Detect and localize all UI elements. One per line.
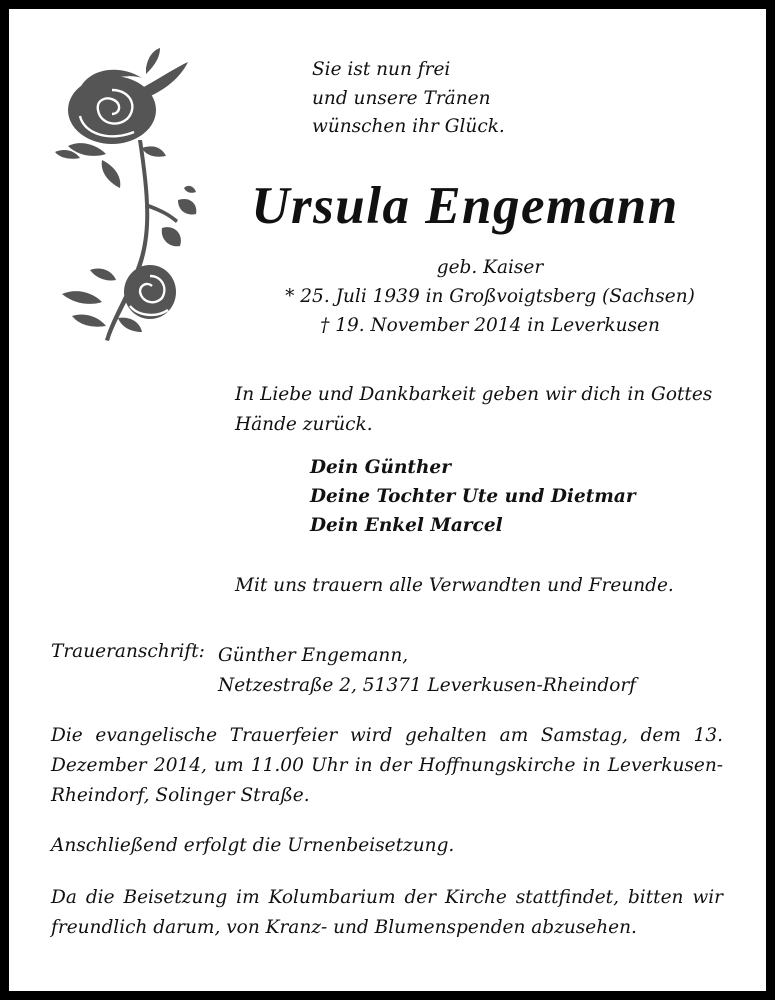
funeral-service-text: Die evangelische Trauerfeier wird gehalten am Samstag, dem 13. Dezember 2014, um 11.00 Uhr in der Hoffnungskirche in Leverkusen-Rheindorf, Solinger Straße.: [51, 725, 723, 806]
birth-date: * 25. Juli 1939 in Großvoigtsberg (Sachsen): [285, 286, 695, 307]
poem-line: und unsere Tränen: [312, 87, 491, 109]
address-street: Netzestraße 2, 51371 Leverkusen-Rheindorf: [218, 675, 637, 696]
urn-burial-text: Anschließend erfolgt die Urnenbeisetzung.: [51, 835, 455, 856]
mourning-address: [218, 641, 636, 701]
address-name: Günther Engemann,: [218, 645, 409, 666]
family-member: Deine Tochter Ute und Dietmar: [310, 486, 636, 507]
deceased-name: Ursula Engemann: [251, 177, 679, 235]
death-date: † 19. November 2014 in Leverkusen: [320, 315, 660, 336]
mourners-line: Mit uns trauern alle Verwandten und Freunde.: [235, 575, 674, 596]
poem: [312, 56, 505, 142]
family-member: Dein Günther: [310, 457, 451, 478]
family-signatures: [310, 453, 636, 540]
tribute-text: [235, 380, 712, 440]
poem-line: Sie ist nun frei: [312, 59, 451, 80]
family-member: Dein Enkel Marcel: [310, 515, 503, 536]
poem-line: wünschen ihr Glück.: [312, 116, 505, 137]
life-details: [235, 253, 745, 340]
address-label: Traueranschrift:: [51, 641, 205, 662]
tribute-line: In Liebe und Dankbarkeit geben wir dich in Gottes: [235, 384, 713, 405]
flower-request-text: Da die Beisetzung im Kolumbarium der Kirche stattfindet, bitten wir freundlich darum, von Kranz- und Blumenspenden abzusehen.: [51, 887, 723, 938]
maiden-name: geb. Kaiser: [436, 257, 544, 278]
tribute-line: Hände zurück.: [235, 414, 373, 435]
